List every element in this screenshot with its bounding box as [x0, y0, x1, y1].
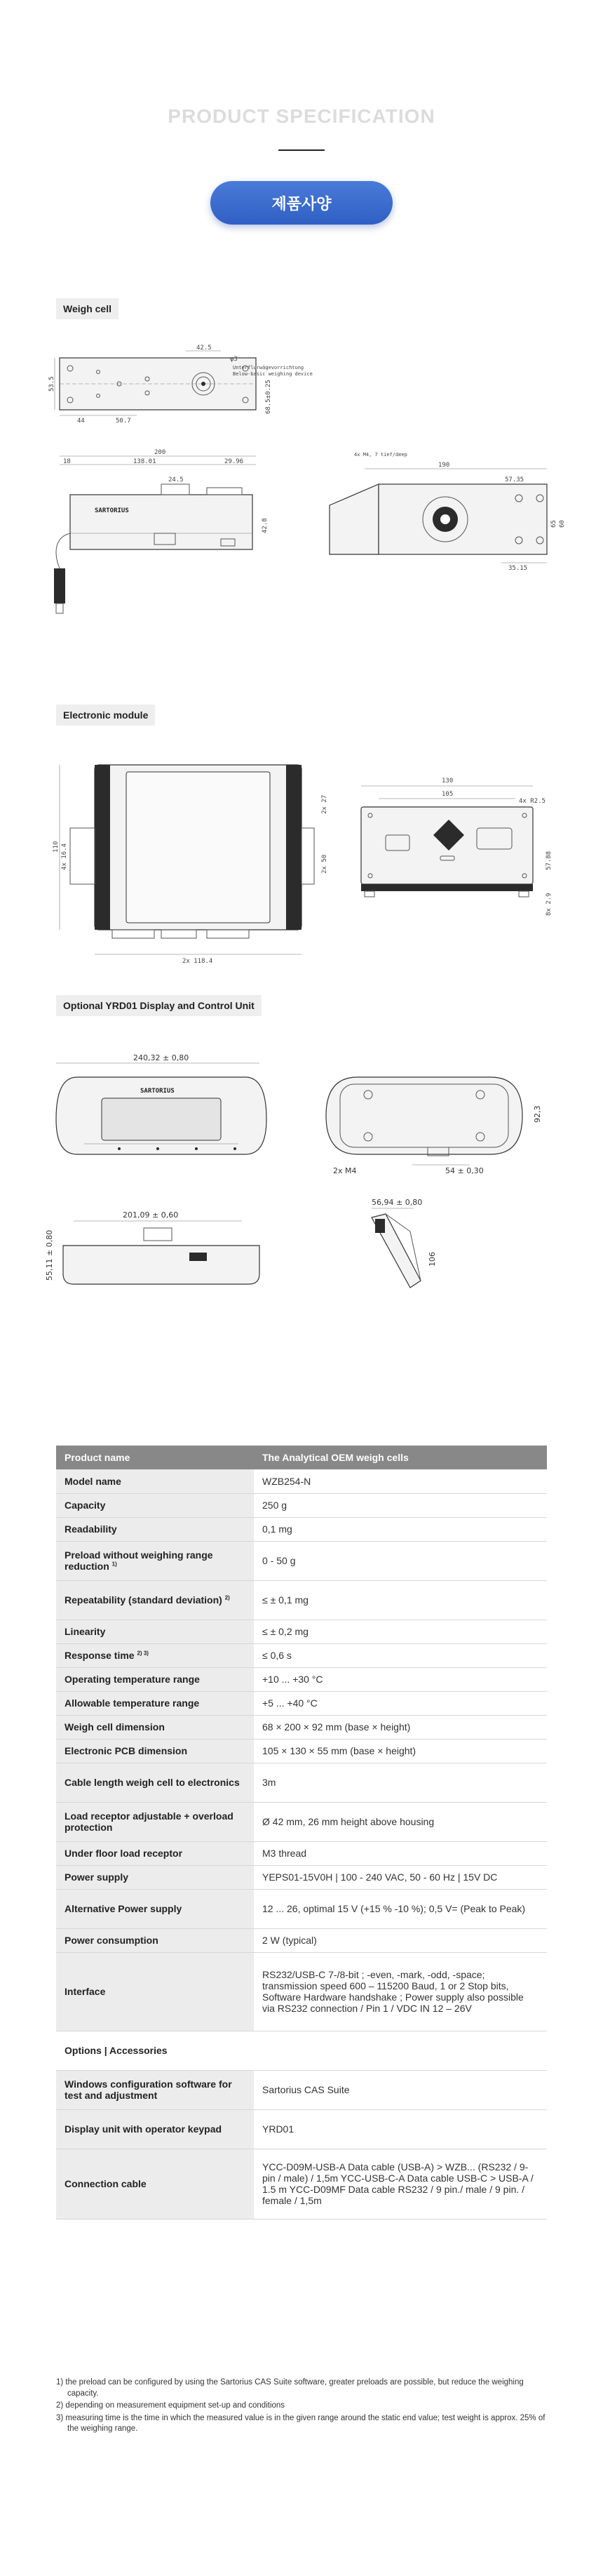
row-key-text: Linearity: [65, 1626, 106, 1637]
row-value: Ø 42 mm, 26 mm height above housing: [254, 1802, 547, 1841]
row-value: 0,1 mg: [254, 1517, 547, 1541]
table-row: [56, 1889, 547, 1928]
row-key: [56, 1541, 254, 1580]
key-icon: [233, 1147, 236, 1150]
row-value: YEPS01-15V0H | 100 - 240 VAC, 50 - 60 Hz | 15V DC: [254, 1865, 547, 1889]
spec-table-header: [56, 1446, 547, 1469]
row-key-text: Power supply: [65, 1871, 129, 1883]
row-key: [56, 1620, 254, 1643]
dim-label: 54 ± 0,30: [445, 1166, 484, 1175]
table-row: [56, 1928, 547, 1952]
row-value: 105 × 130 × 55 mm (base × height): [254, 1739, 547, 1763]
row-key: [56, 1952, 254, 2031]
row-key-text: Power consumption: [65, 1935, 158, 1946]
row-key: [56, 2109, 254, 2149]
drawing-note: Unterflurwägevorrichtung: [233, 365, 304, 371]
dim-label: 65: [550, 520, 557, 528]
row-key-text: Capacity: [65, 1500, 106, 1511]
row-value: YCC-D09M-USB-A Data cable (USB-A) > WZB... (RS232 / 9-pin / male) / 1,5m YCC-USB-C-A Data cable USB-C > USB-A / 1.5 m YCC-D09MF Data cable RS232 / 9 pin./ male / 9 pin. / female / 1,5m: [254, 2149, 547, 2219]
section-label-weigh-cell: Weigh cell: [56, 298, 118, 319]
row-key-text: Interface: [65, 1986, 106, 1997]
dim-label: 4x R2.5: [519, 798, 546, 805]
row-value: Sartorius CAS Suite: [254, 2070, 547, 2109]
dim-label: 18: [63, 458, 71, 465]
row-key: [56, 1739, 254, 1763]
table-row: [56, 1517, 547, 1541]
table-row: [56, 1667, 547, 1691]
footnotes: [56, 2377, 547, 2436]
row-value: ≤ 0,6 s: [254, 1643, 547, 1667]
footnote: 3) measuring time is the time in which the measured value is in the given range around the static end value; test weight is approx. 25% of the weighing range.: [56, 2413, 546, 2434]
row-key: [56, 1763, 254, 1802]
row-key: [56, 1691, 254, 1715]
brand-logo-text: SARTORIUS: [95, 507, 129, 514]
table-row: [56, 2070, 547, 2109]
row-key-text: Operating temperature range: [65, 1674, 200, 1685]
table-row: [56, 1802, 547, 1841]
row-key: [56, 1865, 254, 1889]
row-value: YRD01: [254, 2109, 547, 2149]
dim-label: 24.5: [168, 476, 184, 483]
section-label-electronic-module: Electronic module: [56, 705, 155, 726]
dim-label: 201,09 ± 0,60: [123, 1210, 179, 1220]
row-key-text: Display unit with operator keypad: [65, 2123, 222, 2135]
row-key-text: Readability: [65, 1523, 117, 1535]
row-value: 68 × 200 × 92 mm (base × height): [254, 1715, 547, 1739]
options-title: Options | Accessories: [56, 2031, 547, 2070]
table-row: [56, 1865, 547, 1889]
row-value: RS232/USB-C 7-/8-bit ; -even, -mark, -odd, -space; transmission speed 600 – 115200 Baud, 1 or 2 Stop bits, Software Hardware handshake ; Power supply also possible via RS232 connection / Pin 1 / VDC IN 12 – 26V: [254, 1952, 547, 2031]
row-key-text: Allowable temperature range: [65, 1697, 200, 1709]
spec-pill-badge: 제품사양: [210, 181, 393, 225]
display-unit-side-view: [63, 1246, 259, 1284]
table-row: [56, 1643, 547, 1667]
table-row: [56, 1580, 547, 1620]
row-key: [56, 1580, 254, 1620]
table-row: [56, 1493, 547, 1517]
display-screen: [102, 1098, 221, 1140]
row-value: +5 ... +40 °C: [254, 1691, 547, 1715]
dim-label: 130: [442, 778, 454, 785]
row-value: 12 ... 26, optimal 15 V (+15 % -10 %); 0,5 V= (Peak to Peak): [254, 1889, 547, 1928]
dim-label: 4x 16.4: [61, 843, 68, 870]
display-icon: [144, 1228, 172, 1241]
dim-label: 44: [77, 418, 85, 425]
dim-label: 2x 50: [321, 854, 328, 874]
dim-label: 55,11 ± 0,80: [45, 1229, 54, 1281]
dim-label: 105: [442, 791, 454, 798]
table-row: [56, 2149, 547, 2219]
electronic-module-svg: [53, 751, 561, 982]
footnote-ref: 2) 3): [137, 1650, 149, 1657]
table-row: [56, 1469, 547, 1493]
row-key: [56, 1469, 254, 1493]
dim-label: 2x 27: [321, 794, 328, 814]
row-key: [56, 1889, 254, 1928]
dim-label: 57.88: [546, 850, 553, 870]
dim-label: 42.5: [196, 345, 212, 352]
row-key-text: Cable length weigh cell to electronics: [65, 1777, 240, 1788]
key-icon: [195, 1147, 198, 1150]
table-row: [56, 1739, 547, 1763]
weigh-cell-front-view: [379, 484, 547, 554]
table-row: [56, 1841, 547, 1865]
table-row: [56, 1763, 547, 1802]
row-key-text: Preload without weighing range reduction: [65, 1549, 213, 1572]
section-label-display-unit: Optional YRD01 Display and Control Unit: [56, 995, 262, 1016]
weigh-cell-svg: [48, 344, 566, 639]
display-unit-back-view: [326, 1077, 522, 1154]
dim-label: 42.8: [262, 518, 269, 533]
table-row: [56, 1541, 547, 1580]
spec-table: [56, 1446, 547, 2220]
row-value: 250 g: [254, 1493, 547, 1517]
dim-label: 92,3: [533, 1105, 542, 1123]
row-key-text: Alternative Power supply: [65, 1903, 182, 1914]
brand-logo-text: SARTORIUS: [140, 1088, 175, 1095]
dim-label: 2x M4: [333, 1166, 357, 1175]
row-key: [56, 1667, 254, 1691]
table-row: [56, 1715, 547, 1739]
connector-icon: [54, 568, 65, 603]
dim-label: 2x 118.4: [182, 958, 213, 965]
dim-label: 60: [559, 520, 566, 528]
dim-label: 110: [53, 841, 60, 853]
footnote-ref: 2): [224, 1594, 230, 1601]
row-key-text: Response time: [65, 1650, 135, 1661]
display-unit-svg: [45, 1035, 561, 1344]
row-key: [56, 1928, 254, 1952]
row-key-text: Model name: [65, 1475, 121, 1487]
drawing-note: 4x M4, 7 tief/deep: [354, 452, 407, 458]
weigh-cell-side-view: [70, 495, 252, 549]
row-key-text: Load receptor adjustable + overload protection: [65, 1810, 233, 1833]
row-key-text: Repeatability (standard deviation): [65, 1594, 222, 1606]
dim-label: 53.5: [48, 376, 55, 392]
row-key: [56, 2070, 254, 2109]
dim-label: 240,32 ± 0,80: [133, 1053, 189, 1062]
row-value: +10 ... +30 °C: [254, 1667, 547, 1691]
row-key: [56, 1802, 254, 1841]
dim-label: 68.5±0.25: [265, 380, 272, 414]
dim-label: 200: [154, 449, 166, 456]
dim-label: 29.96: [224, 458, 244, 465]
header-key: Product name: [56, 1446, 254, 1469]
row-value: ≤ ± 0,2 mg: [254, 1620, 547, 1643]
row-key-text: Connection cable: [65, 2178, 147, 2189]
dim-label: 190: [438, 462, 450, 469]
page-title: PRODUCT SPECIFICATION: [168, 105, 435, 127]
dim-label: 138.01: [133, 458, 156, 465]
row-key-text: Windows configuration software for test and adjustment: [65, 2078, 232, 2101]
cable-icon: [56, 533, 70, 568]
drawing-note: Below-basic weighing device: [233, 371, 313, 377]
dim-label: 35.15: [508, 565, 528, 572]
display-unit-drawing: [45, 1035, 561, 1344]
row-value: 2 W (typical): [254, 1928, 547, 1952]
dim-label: 50.7: [116, 418, 131, 425]
footnote-ref: 1): [111, 1561, 117, 1568]
row-key-text: Under floor load receptor: [65, 1848, 183, 1859]
dim-label: 106: [428, 1252, 437, 1267]
footnote: 2) depending on measurement equipment set-up and conditions: [56, 2401, 285, 2410]
row-key: [56, 1517, 254, 1541]
table-row: [56, 1952, 547, 2031]
header-value: The Analytical OEM weigh cells: [254, 1446, 547, 1469]
row-value: 3m: [254, 1763, 547, 1802]
key-icon: [118, 1147, 121, 1150]
options-title-row: [56, 2031, 547, 2070]
dim-label: 56,94 ± 0,80: [372, 1198, 423, 1207]
row-key: [56, 1493, 254, 1517]
row-value: ≤ ± 0,1 mg: [254, 1580, 547, 1620]
row-value: M3 thread: [254, 1841, 547, 1865]
row-value: 0 - 50 g: [254, 1541, 547, 1580]
title-divider: [278, 149, 325, 151]
dim-label: φ3: [230, 356, 238, 363]
table-row: [56, 1691, 547, 1715]
row-key: [56, 1643, 254, 1667]
row-key: [56, 1715, 254, 1739]
row-key-text: Electronic PCB dimension: [65, 1745, 188, 1756]
table-row: [56, 2109, 547, 2149]
row-key: [56, 1841, 254, 1865]
row-key-text: Weigh cell dimension: [65, 1721, 165, 1733]
dim-label: 57.35: [505, 476, 524, 483]
row-key: [56, 2149, 254, 2219]
weigh-cell-drawing: [48, 344, 566, 639]
dim-label: 8x 2.9: [546, 893, 553, 916]
table-row: [56, 1620, 547, 1643]
electronic-module-drawing: [53, 751, 561, 982]
footnote: 1) the preload can be configured by using the Sartorius CAS Suite software, greater preloads are possible, but reduce the weighing capacity.: [56, 2378, 524, 2398]
key-icon: [156, 1147, 159, 1150]
row-value: WZB254-N: [254, 1469, 547, 1493]
